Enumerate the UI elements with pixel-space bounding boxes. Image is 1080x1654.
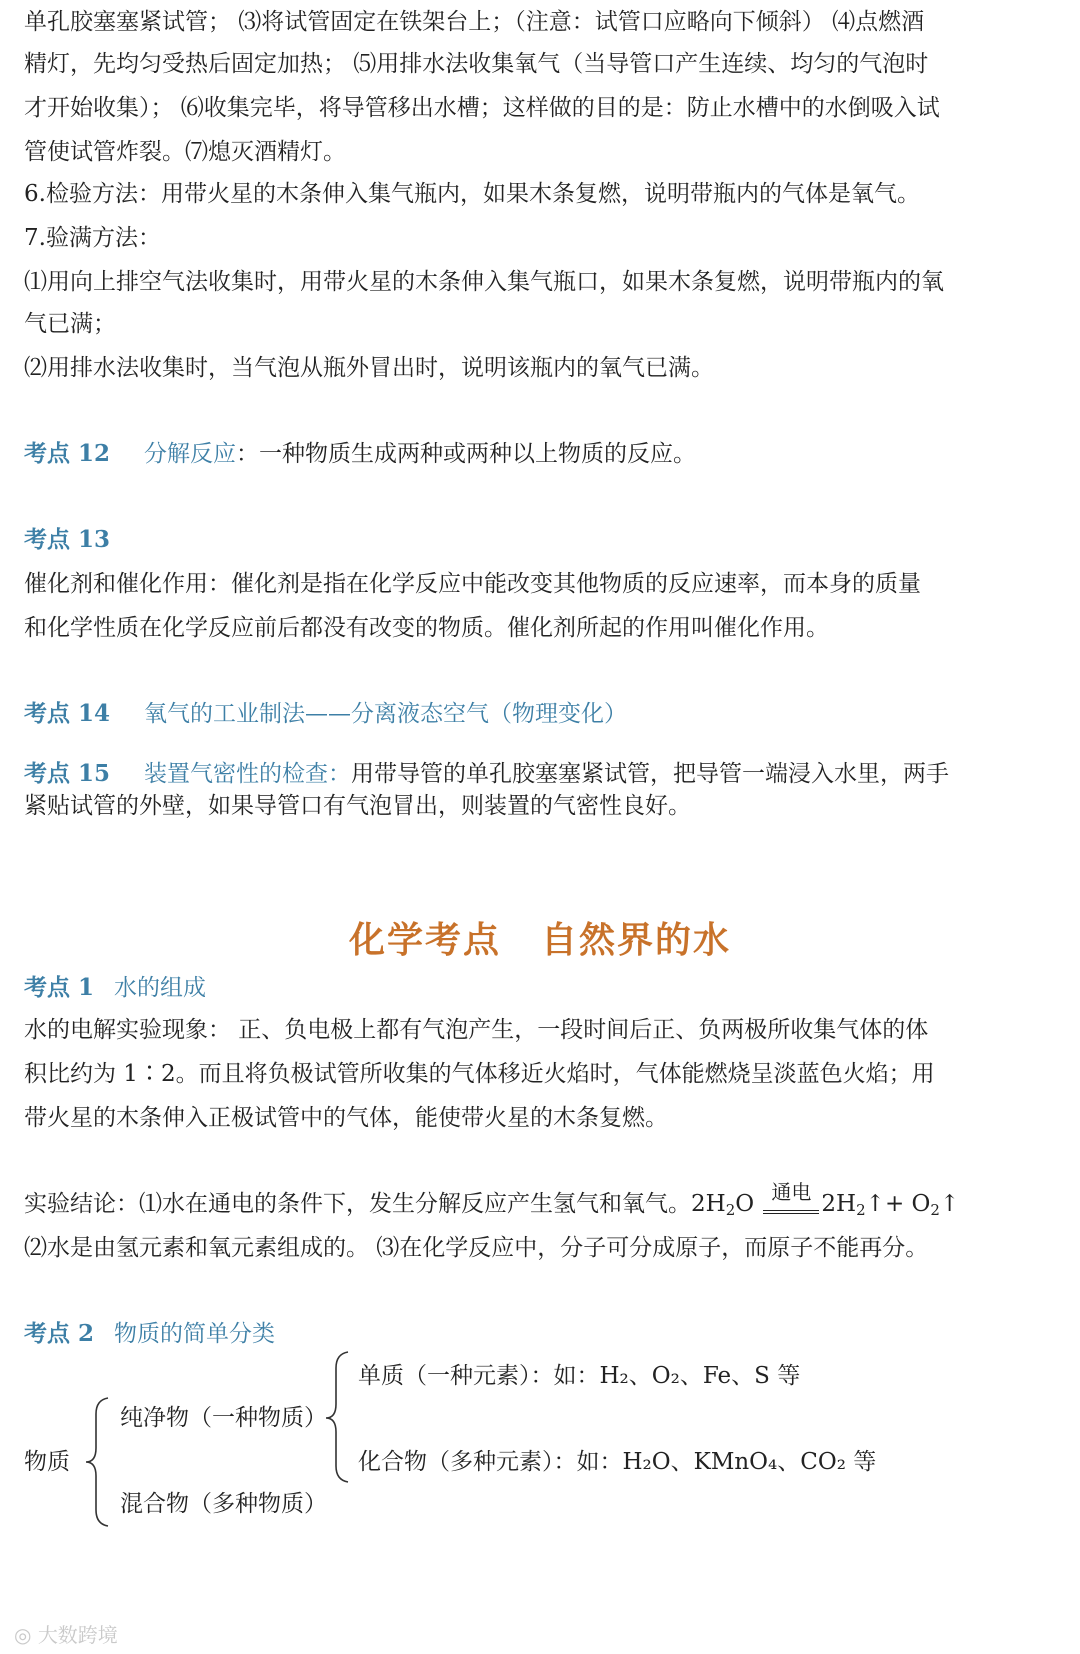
kaodian-title: 分解反应 — [144, 441, 236, 467]
tree-root: 物质 — [24, 1449, 70, 1475]
kaodian-body: ：一种物质生成两种或两种以上物质的反应。 — [236, 441, 696, 467]
text-line: 紧贴试管的外壁，如果导管口有气泡冒出，则装置的气密性良好。 — [24, 793, 691, 819]
brace-left — [326, 1352, 348, 1482]
text-line: 管使试管炸裂。⑺熄灭酒精灯。 — [24, 139, 346, 165]
text-line: ⑴用向上排空气法收集时，用带火星的木条伸入集气瓶口，如果木条复燃，说明带瓶内的氧 — [24, 269, 944, 295]
formula-part: O — [735, 1191, 762, 1217]
brace-left — [86, 1398, 108, 1526]
kaodian-title: 物质的简单分类 — [114, 1321, 275, 1347]
kaodian-number: 考点 2 — [24, 1320, 95, 1347]
text-line: 7.验满方法： — [24, 225, 161, 251]
subscript: 2 — [856, 1201, 866, 1219]
text-line: 积比约为 1∶2。而且将负极试管所收集的气体移近火焰时，气体能燃烧呈淡蓝色火焰；用 — [24, 1061, 935, 1087]
watermark-logo-icon: ◎ — [14, 1623, 32, 1647]
text-line: ⑵水是由氢元素和氧元素组成的。 ⑶在化学反应中，分子可分成原子，而原子不能再分。 — [24, 1235, 929, 1261]
kaodian-number: 考点 12 — [24, 440, 111, 467]
subscript: 2 — [725, 1201, 736, 1219]
text-line: 精灯，先均匀受热后固定加热； ⑸用排水法收集氧气（当导管口产生连续、均匀的气泡时 — [24, 51, 929, 77]
tree-mixture: 混合物（多种物质） — [120, 1491, 327, 1517]
tree-pure: 纯净物（一种物质） — [120, 1405, 327, 1431]
text-line: 水的电解实验现象： 正、负电极上都有气泡产生，一段时间后正、负两极所收集气体的体 — [24, 1017, 929, 1043]
kaodian-body: 用带导管的单孔胶塞塞紧试管，把导管一端浸入水里，两手 — [351, 761, 949, 787]
text-line: ⑵用排水法收集时，当气泡从瓶外冒出时，说明该瓶内的氧气已满。 — [24, 355, 714, 381]
kaodian-number: 考点 1 — [24, 974, 95, 1001]
text-line: 才开始收集）； ⑹收集完毕，将导管移出水槽；这样做的目的是：防止水槽中的水倒吸入试 — [24, 95, 940, 121]
text-line: 带火星的木条伸入正极试管中的气体，能使带火星的木条复燃。 — [24, 1105, 668, 1131]
formula-part: ↑+ O — [865, 1191, 931, 1217]
section-title-right: 自然界的水 — [541, 919, 732, 961]
kaodian-number: 考点 15 — [24, 760, 111, 787]
tree-compound: 化合物（多种元素）：如：H₂O、KMnO₄、CO₂ 等 — [358, 1449, 877, 1475]
watermark-text: 大数跨境 — [37, 1623, 118, 1647]
text-line: 6.检验方法：用带火星的木条伸入集气瓶内，如果木条复燃，说明带瓶内的气体是氧气。 — [24, 181, 920, 207]
reaction-condition-label: 通电 — [771, 1180, 812, 1204]
kaodian-13-number: 考点 13 — [24, 526, 111, 553]
conclusion-text: 实验结论：⑴水在通电的条件下，发生分解反应产生氢气和氧气。2H — [24, 1191, 726, 1217]
text-line: 单孔胶塞塞紧试管； ⑶将试管固定在铁架台上；（注意：试管口应略向下倾斜） ⑷点燃酒 — [24, 9, 925, 35]
watermark — [14, 1619, 118, 1648]
kaodian-title: 装置气密性的检查： — [144, 761, 351, 787]
formula-part: 2H — [821, 1191, 857, 1217]
text-line: 催化剂和催化作用：催化剂是指在化学反应中能改变其他物质的反应速率，而本身的质量 — [24, 571, 921, 597]
tree-element: 单质（一种元素）：如：H₂、O₂、Fe、S 等 — [358, 1363, 801, 1389]
section-title-left: 化学考点 — [348, 919, 501, 961]
text-line: 和化学性质在化学反应前后都没有改变的物质。催化剂所起的作用叫催化作用。 — [24, 615, 829, 641]
kaodian-title: 氧气的工业制法——分离液态空气（物理变化） — [144, 701, 627, 727]
text-line: 气已满； — [24, 311, 116, 337]
kaodian-number: 考点 14 — [24, 700, 111, 727]
subscript: 2 — [930, 1201, 940, 1219]
formula-part: ↑ — [939, 1191, 960, 1217]
kaodian-title: 水的组成 — [114, 975, 206, 1001]
